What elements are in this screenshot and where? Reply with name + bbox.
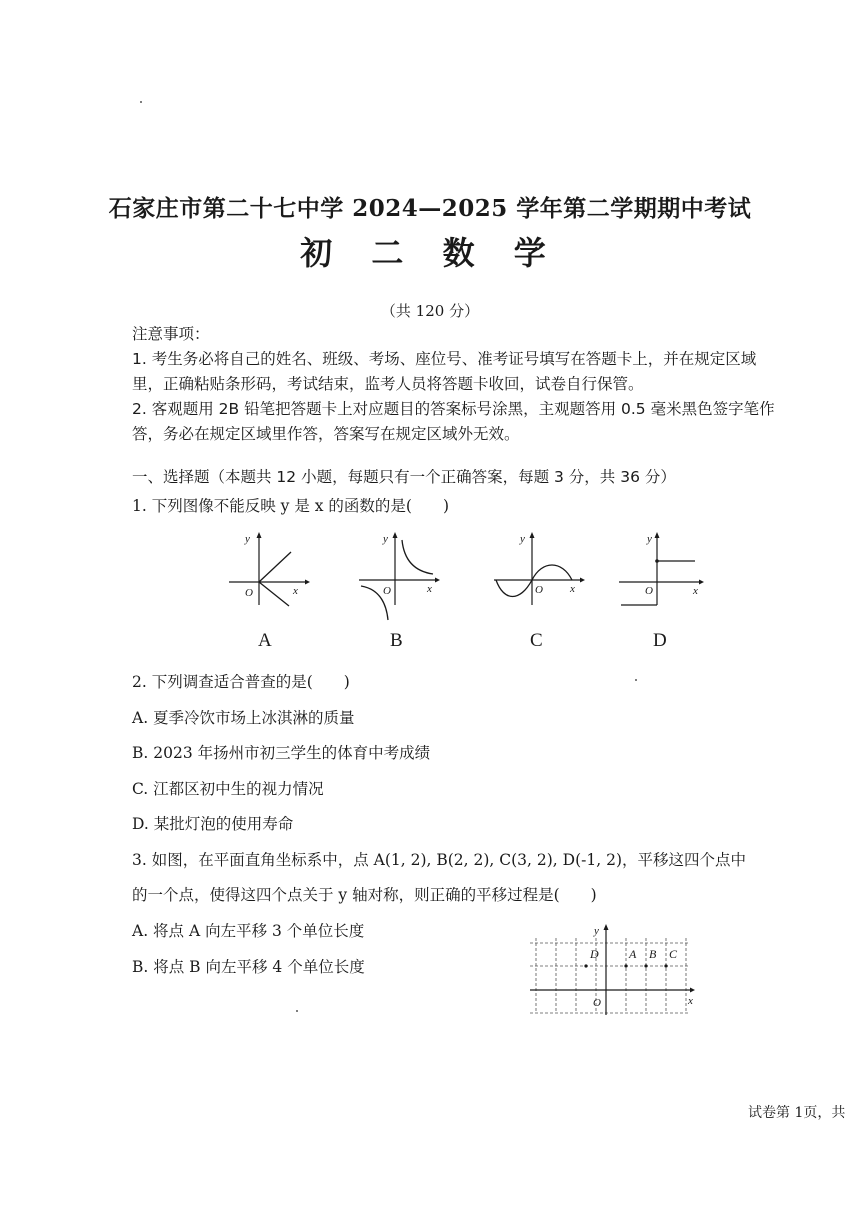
origin-label: O — [593, 997, 601, 1009]
scan-speck — [140, 101, 142, 103]
subject-title: 初 二 数 学 — [300, 234, 560, 272]
scan-speck — [635, 679, 637, 681]
point-label-d: D — [590, 947, 599, 961]
notice-line: 里，正确粘贴条形码，考试结束，监考人员将答题卡收回，试卷自行保管。 — [132, 375, 644, 393]
graph-a — [225, 530, 310, 605]
x-axis-label: x — [688, 995, 693, 1007]
coordinate-grid — [530, 920, 700, 1015]
x-axis-label: x — [427, 583, 432, 595]
question-3-option: A. 将点 A 向左平移 3 个单位长度 — [132, 922, 365, 940]
notice-line: 答，务必在规定区域里作答，答案写在规定区域外无效。 — [132, 425, 520, 443]
x-axis-label: x — [293, 585, 298, 597]
origin-label: O — [245, 587, 253, 599]
question-2-option: A. 夏季冷饮市场上冰淇淋的质量 — [132, 709, 355, 727]
total-score: （共 120 分） — [380, 302, 480, 320]
graph-label-a: A — [258, 630, 272, 651]
point-label-b: B — [649, 947, 657, 961]
graph-label-c: C — [530, 630, 543, 651]
page-footer: 试卷第 1页，共 — [748, 1105, 846, 1121]
question-2-option: C. 江都区初中生的视力情况 — [132, 780, 324, 798]
y-axis-label: y — [245, 533, 250, 545]
point-b — [644, 964, 647, 967]
question-3-stem-line2: 的一个点，使得这四个点关于 y 轴对称，则正确的平移过程是( ) — [132, 886, 597, 904]
notice-heading: 注意事项： — [132, 325, 210, 343]
question-3-stem-line1: 3. 如图，在平面直角坐标系中，点 A(1, 2), B(2, 2), C(3, 2), D(-1, 2)，平移这四个点中 — [132, 851, 746, 869]
notice-line: 1. 考生务必将自己的姓名、班级、考场、座位号、准考证号填写在答题卡上，并在规定区域 — [132, 350, 757, 368]
y-axis-label: y — [594, 925, 599, 937]
y-axis-label: y — [647, 533, 652, 545]
point-d — [584, 964, 587, 967]
point-c — [664, 964, 667, 967]
y-axis-label: y — [520, 533, 525, 545]
question-2-option: B. 2023 年扬州市初三学生的体育中考成绩 — [132, 744, 431, 762]
scan-speck — [296, 1010, 298, 1012]
question-2-option: D. 某批灯泡的使用寿命 — [132, 815, 294, 833]
x-axis-label: x — [570, 583, 575, 595]
school-exam-title: 石家庄市第二十七中学 2024—2025 学年第二学期期中考试 — [108, 195, 752, 222]
section-heading: 一、选择题（本题共 12 小题，每题只有一个正确答案，每题 3 分，共 36 分） — [132, 468, 676, 486]
graph-b — [355, 530, 440, 605]
point-a — [624, 964, 627, 967]
question-2-stem: 2. 下列调查适合普查的是( ) — [132, 673, 350, 691]
origin-label: O — [535, 584, 543, 596]
origin-label: O — [645, 585, 653, 597]
graph-label-d: D — [653, 630, 667, 651]
x-axis-label: x — [693, 585, 698, 597]
graph-label-b: B — [390, 630, 403, 651]
origin-label: O — [383, 585, 391, 597]
notice-line: 2. 客观题用 2B 铅笔把答题卡上对应题目的答案标号涂黑，主观题答用 0.5 毫米黑色签字笔作 — [132, 400, 775, 418]
question-1-stem: 1. 下列图像不能反映 y 是 x 的函数的是( ) — [132, 497, 450, 515]
graph-d — [617, 530, 707, 605]
question-3-option: B. 将点 B 向左平移 4 个单位长度 — [132, 958, 365, 976]
point-label-c: C — [669, 947, 678, 961]
graph-c — [492, 530, 587, 605]
y-axis-label: y — [383, 533, 388, 545]
point-label-a: A — [629, 947, 637, 961]
